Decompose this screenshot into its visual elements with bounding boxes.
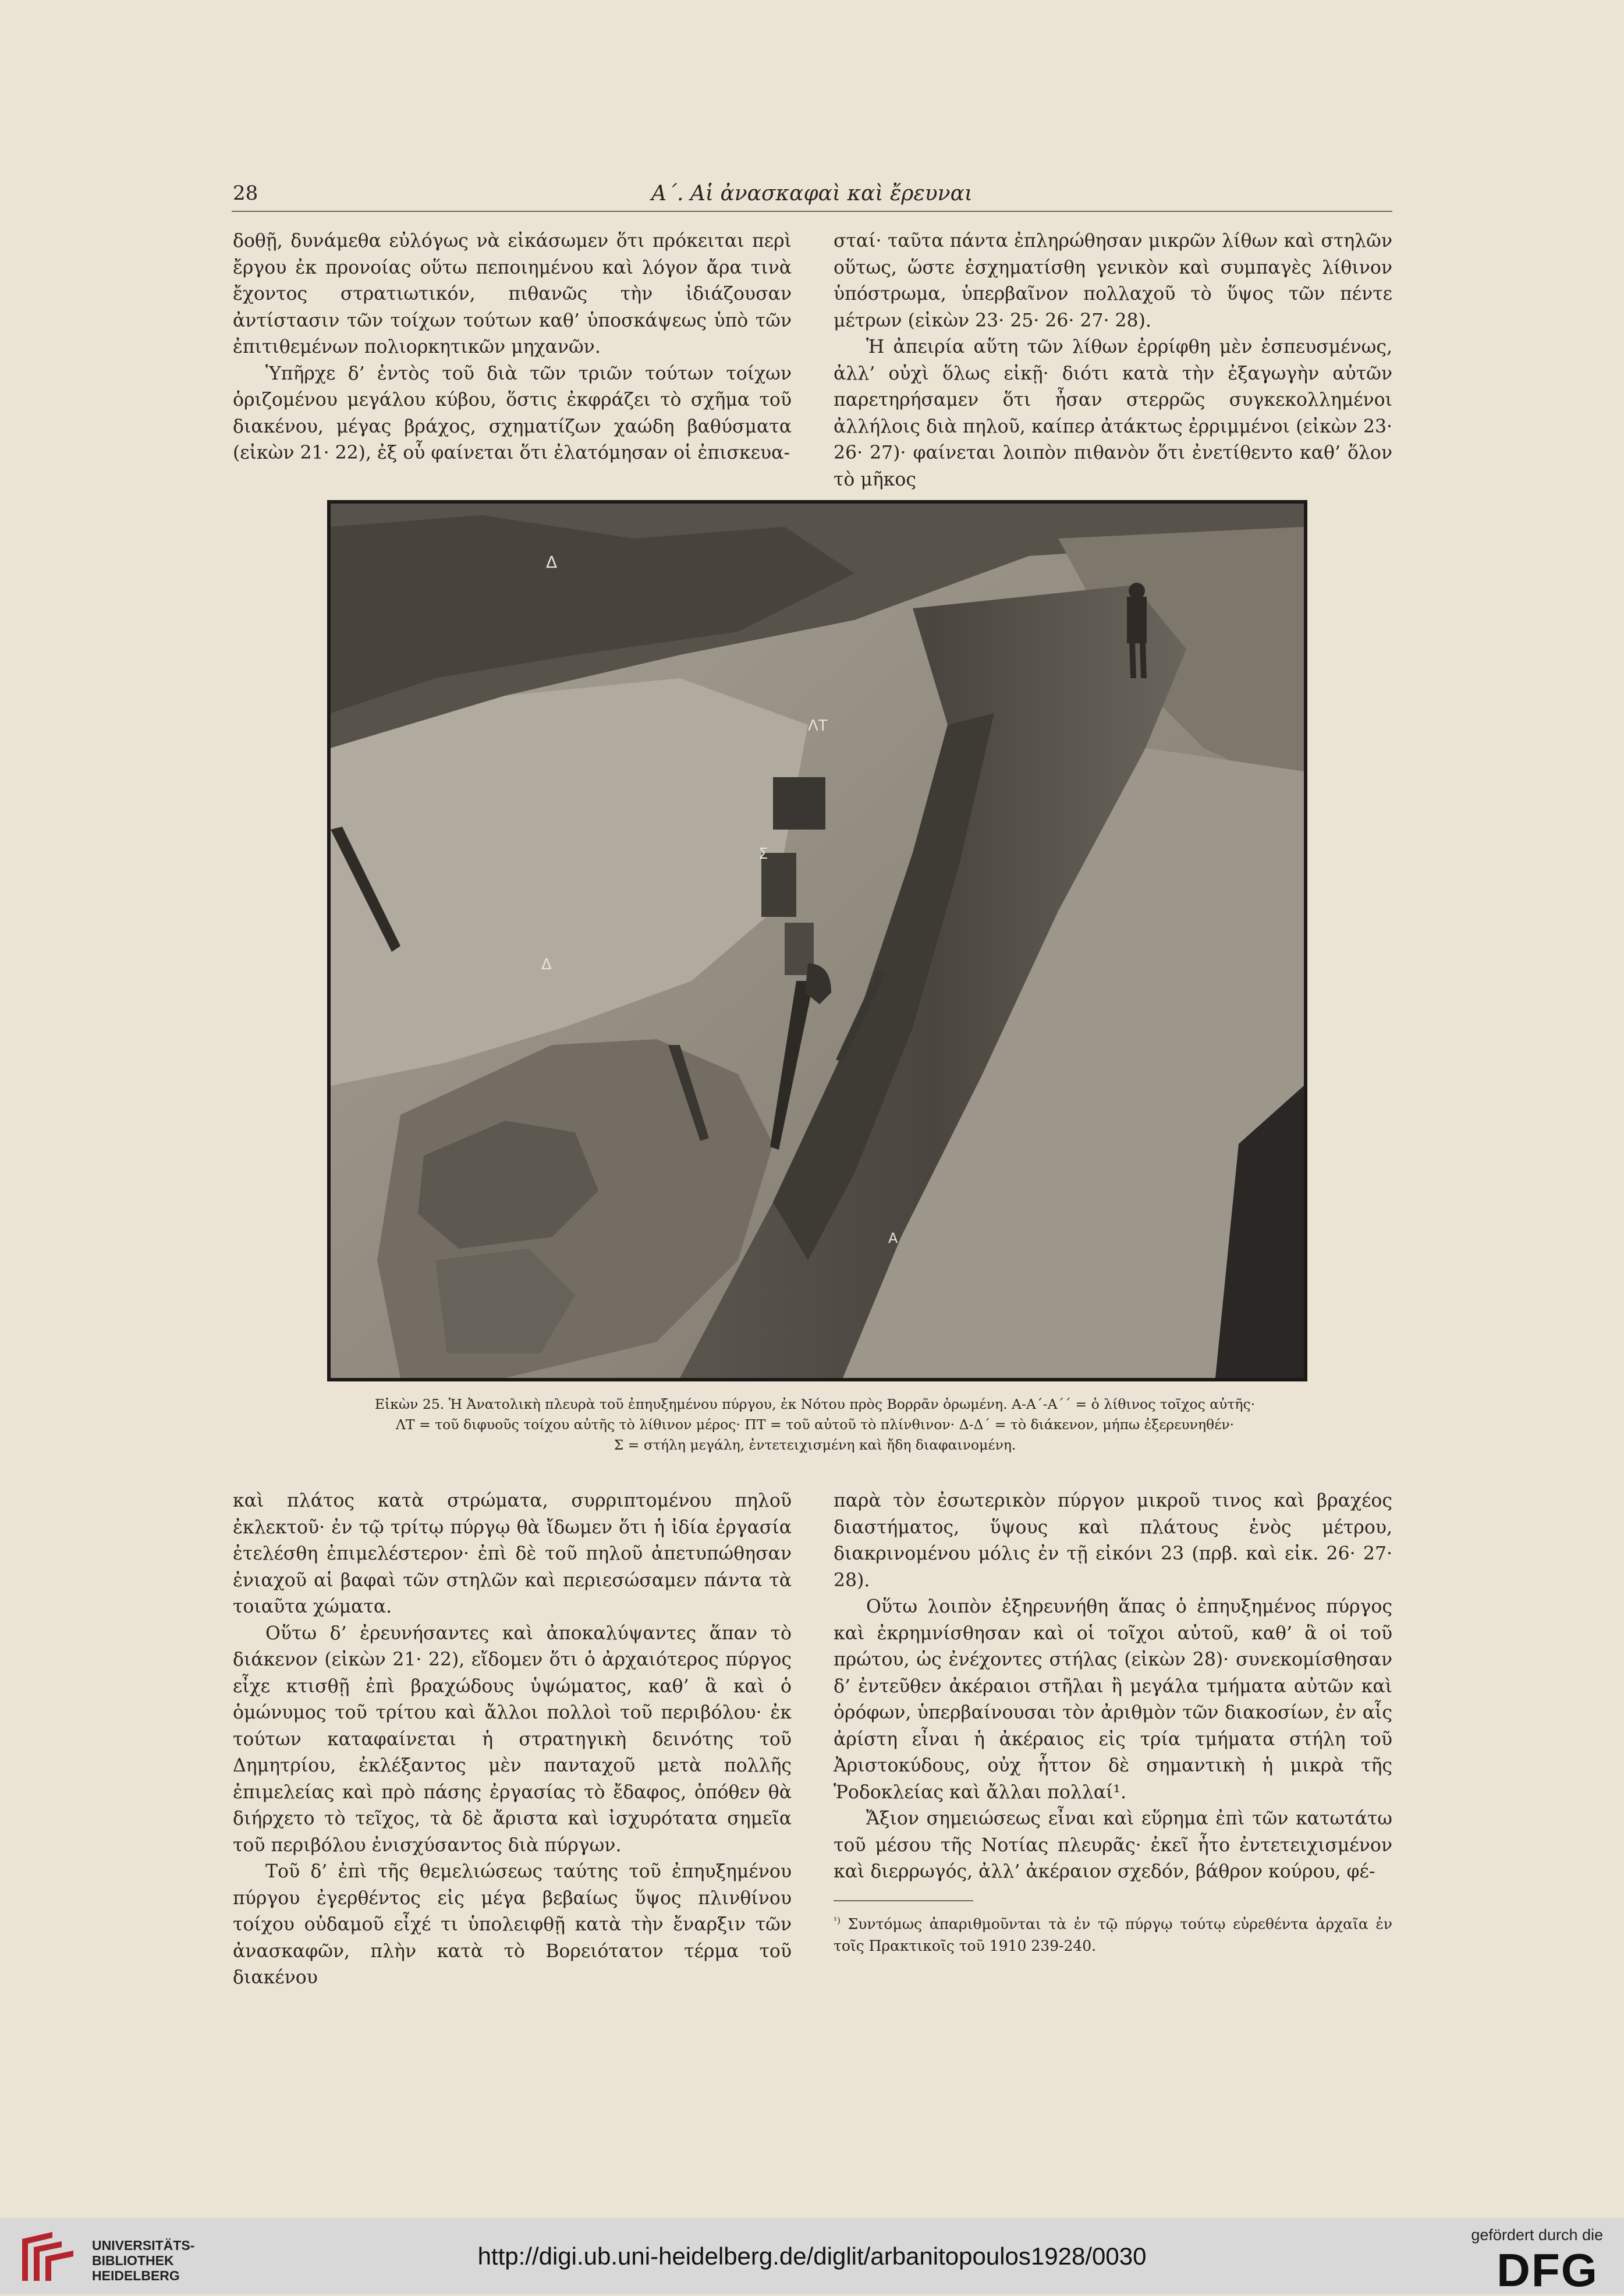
paragraph: Ὑπῆρχε δ’ ἐντὸς τοῦ διὰ τῶν τριῶν τούτων τοίχων ὁριζομένου μεγάλου κύβου, ὅστις ἐκφράζει τὸ σχῆμα τοῦ διακένου, μέγας βράχος, σχηματίζων χαώδη βαθύσματα (εἰκὼν 21· 22), ἐξ οὗ φαίνεται ὅτι ἐλατόμησαν οἱ ἐπισκευα-: [233, 363, 792, 463]
header-rule: [232, 211, 1392, 212]
figure-label-delta-2: Δ: [541, 956, 552, 973]
footnote: [834, 1909, 1392, 1957]
funded-by-label: gefördert durch die: [1471, 2226, 1603, 2244]
caption-line: Εἰκὼν 25. Ἡ Ἀνατολικὴ πλευρὰ τοῦ ἐπηυξημένου πύργου, ἐκ Νότου πρὸς Βορρᾶν ὁρωμένη. Α-Α΄-Α΄΄ = ὁ λίθινος τοῖχος αὐτῆς·: [374, 1396, 1256, 1412]
column-left-bottom: [233, 1488, 792, 1992]
paragraph: παρὰ τὸν ἐσωτερικὸν πύργον μικροῦ τινος καὶ βραχέος διαστήματος, ὕψους καὶ πλάτους ἑνὸς μέτρου, διακρινομένου μόλις ἐν τῇ εἰκόνι 23 (πρβ. καὶ εἰκ. 26· 27· 28).: [834, 1490, 1392, 1591]
column-right-bottom: [834, 1488, 1392, 1886]
paragraph: καὶ πλάτος κατὰ στρώματα, συρριπτομένου πηλοῦ ἐκλεκτοῦ· ἐν τῷ τρίτῳ πύργῳ θὰ ἴδωμεν ὅτι ἡ ἰδία ἐργασία ἐτελέσθη ἐπιμελέστερον· ἐπὶ δὲ τοῦ πηλοῦ ἀπετυπώθησαν ἐνιαχοῦ αἱ βαφαὶ τῶν στηλῶν καὶ περιεσώσαμεν πάντα τὰ τοιαῦτα χώματα.: [233, 1490, 792, 1617]
figure-label-sigma: Σ: [758, 845, 768, 863]
paragraph: Οὕτω δ’ ἐρευνήσαντες καὶ ἀποκαλύψαντες ἅπαν τὸ διάκενον (εἰκὼν 21· 22), εἴδομεν ὅτι ὁ ἀρχαιότερος πύργος εἶχε κτισθῇ ἐπὶ βραχώδους ὑψώματος, καθ’ ἃ καὶ ὁ ὁμώνυμος τοῦ τρίτου καὶ ἄλλοι πολλοὶ τοῦ περιβόλου· ἐκ τούτων καταφαίνεται ἡ στρατηγικὴ δεινότης τοῦ Δημητρίου, ἐκλέξαντος μὲν πανταχοῦ μετὰ πολλῆς ἐπιμελείας καὶ πρὸ πάσης ἐργασίας τὸ ἔδαφος, ὁπόθεν θὰ διήρχετο τὸ τεῖχος, τὰ δὲ ἄριστα καὶ ἰσχυρότατα σημεῖα τοῦ περιβόλου ἐνισχύσαντος διὰ πύργων.: [233, 1622, 792, 1856]
figure-label-lt: ΛΤ: [808, 717, 828, 735]
column-left-top: [233, 228, 792, 467]
figure-label-alpha: Α: [888, 1230, 898, 1246]
caption-line: ΛΤ = τοῦ διφυοῦς τοίχου αὐτῆς τὸ λίθινον μέρος· ΠΤ = τοῦ αὐτοῦ τὸ πλίνθινον· Δ-Δ΄ = τὸ διάκενον, μήπω ἐξερευνηθέν·: [395, 1416, 1235, 1433]
figure-caption: [256, 1394, 1374, 1455]
figure-label-delta: Δ: [546, 552, 558, 572]
paragraph: δοθῇ, δυνάμεθα εὐλόγως νὰ εἰκάσωμεν ὅτι πρόκειται περὶ ἔργου ἐκ προνοίας οὕτω πεποιημένου καὶ λόγον ἄρα τινὰ ἔχοντος στρατιωτικόν, πιθανῶς τὴν ἰδιάζουσαν ἀντίστασιν τῶν τοίχων τούτων καθ’ ὑποσκάψεως ὑπὸ τῶν ἐπιτιθεμένων πολιορκητικῶν μηχανῶν.: [233, 231, 792, 357]
caption-line: Σ = στήλη μεγάλη, ἐντετειχισμένη καὶ ἤδη διαφαινομένη.: [614, 1437, 1016, 1453]
page-number: 28: [233, 182, 258, 205]
paragraph: Ἄξιον σημειώσεως εἶναι καὶ εὕρημα ἐπὶ τῶν κατωτάτω τοῦ μέσου τῆς Νοτίας πλευρᾶς· ἐκεῖ ἦτο ἐντετειχισμένον καὶ διερρωγός, ἀλλ’ ἀκέραιον σχεδόν, βάθρον κούρου, φέ-: [834, 1808, 1392, 1882]
footnote-rule: [834, 1900, 973, 1901]
paragraph: σταί· ταῦτα πάντα ἐπληρώθησαν μικρῶν λίθων καὶ στηλῶν οὕτως, ὥστε ἐσχηματίσθη γενικὸν καὶ συμπαγὲς λίθινον ὑπόστρωμα, ὑπερβαῖνον πολλαχοῦ τὸ ὕψος τῶν πέντε μέτρων (εἰκὼν 23· 25· 26· 27· 28).: [834, 231, 1392, 331]
footnote-text: Συντόμως ἀπαριθμοῦνται τὰ ἐν τῷ πύργῳ τούτῳ εὑρεθέντα ἀρχαῖα ἐν τοῖς Πρακτικοῖς τοῦ 1910 239-240.: [834, 1915, 1392, 1955]
column-right-top: [834, 228, 1392, 493]
footnote-marker: ¹): [834, 1915, 841, 1926]
running-head: Α΄. Αἱ ἀνασκαφαὶ καὶ ἔρευναι: [651, 182, 973, 205]
dfg-logo[interactable]: DFG: [1497, 2244, 1598, 2296]
paragraph: Τοῦ δ’ ἐπὶ τῆς θεμελιώσεως ταύτης τοῦ ἐπηυξημένου πύργου ἐγερθέντος εἰς μέγα βεβαίως ὕψος πλινθίνου τοίχου οὐδαμοῦ εἶχέ τι ὑπολειφθῇ κατὰ τὴν ἔναρξιν τῶν ἀνασκαφῶν, πλὴν κατὰ τὸ Βορειότατον τέρμα τοῦ διακένου: [233, 1861, 792, 1988]
photo-illustration: [331, 504, 1304, 1378]
source-url-link[interactable]: http://digi.ub.uni-heidelberg.de/diglit/arbanitopoulos1928/0030: [477, 2242, 1147, 2270]
institution-line: HEIDELBERG: [92, 2268, 180, 2283]
institution-line: BIBLIOTHEK: [92, 2253, 174, 2268]
paragraph: Οὕτω λοιπὸν ἐξηρευνήθη ἅπας ὁ ἐπηυξημένος πύργος καὶ ἐκρημνίσθησαν καὶ οἱ τοῖχοι αὐτοῦ, καθ’ ἃ οἱ τοῦ πρώτου, ὡς ἐνέχοντες στήλας (εἰκὼν 28)· συνεκομίσθησαν δ’ ἐντεῦθεν ἀκέραιοι στῆλαι ἢ μεγάλα τμήματα αὐτῶν καὶ ὀρόφων, ὑπερβαίνουσαι τὸν ἀριθμὸν τῶν διακοσίων, ἐν αἷς ἀρίστη εἶναι ἡ ἀκέραιος εἰς τρία τμήματα στήλη τοῦ Ἀριστοκύδους, οὐχ ἧττον δὲ σημαντικὴ ἡ μικρὰ τῆς Ῥοδοκλείας καὶ ἄλλαι πολλαί¹.: [834, 1596, 1392, 1803]
excavation-photograph: [327, 500, 1307, 1381]
institution-line: UNIVERSITÄTS-: [92, 2238, 195, 2253]
paragraph: Ἡ ἀπειρία αὕτη τῶν λίθων ἐρρίφθη μὲν ἐσπευσμένως, ἀλλ’ οὐχὶ ὅλως εἰκῇ· διότι κατὰ τὴν ἐξαγωγὴν αὐτῶν παρετηρήσαμεν ὅτι ἦσαν στερρῶς συγκεκολλημένοι ἀλλήλοις διὰ πηλοῦ, καίπερ ἀτάκτως ἐρριμμένοι (εἰκὼν 23· 26· 27)· φαίνεται λοιπὸν πιθανὸν ὅτι ἐνετίθεντο καθ’ ὅλον τὸ μῆκος: [834, 336, 1392, 490]
